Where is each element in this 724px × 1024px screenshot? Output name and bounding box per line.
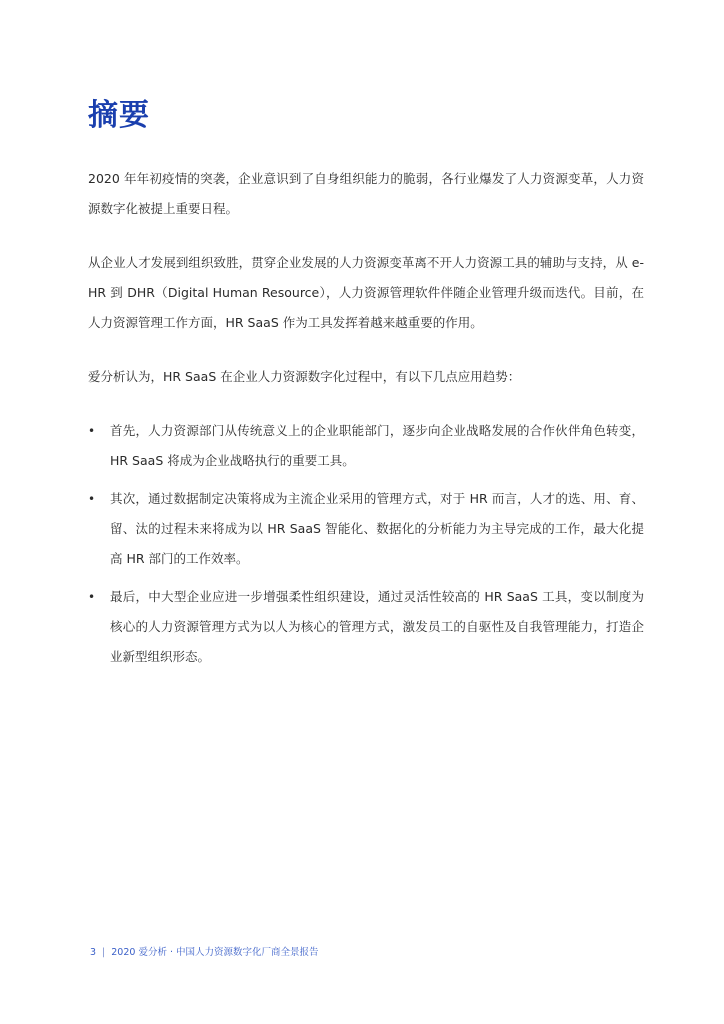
bullet-icon: •	[88, 424, 96, 438]
bullet-icon: •	[88, 590, 96, 604]
paragraph-trends-lead: 爱分析认为，HR SaaS 在企业人力资源数字化过程中，有以下几点应用趋势：	[88, 369, 521, 384]
page-footer	[90, 944, 319, 958]
summary-body	[88, 164, 644, 680]
trend-item-text: 最后，中大型企业应进一步增强柔性组织建设，通过灵活性较高的 HR SaaS 工具，变以制度为核心的人力资源管理方式为以人为核心的管理方式，激发员工的自驱性及自我管理能力，打造企业新型组织形态。	[110, 589, 644, 664]
trend-item-text: 其次，通过数据制定决策将成为主流企业采用的管理方式，对于 HR 而言，人才的选、用、育、留、汰的过程未来将成为以 HR SaaS 智能化、数据化的分析能力为主导完成的工作，最大化提高 HR 部门的工作效率。	[110, 491, 644, 566]
report-title: 2020 爱分析 · 中国人力资源数字化厂商全景报告	[111, 947, 319, 958]
paragraph-intro: 2020 年年初疫情的突袭，企业意识到了自身组织能力的脆弱，各行业爆发了人力资源变革，人力资源数字化被提上重要日程。	[88, 171, 644, 216]
bullet-icon: •	[88, 492, 96, 506]
trend-list	[88, 416, 644, 672]
footer-separator: |	[102, 947, 106, 958]
trend-item	[88, 484, 644, 574]
trend-item-text: 首先，人力资源部门从传统意义上的企业职能部门，逐步向企业战略发展的合作伙伴角色转变，HR SaaS 将成为企业战略执行的重要工具。	[110, 423, 644, 468]
page-title: 摘要	[88, 98, 150, 133]
paragraph-evolution: 从企业人才发展到组织致胜，贯穿企业发展的人力资源变革离不开人力资源工具的辅助与支持，从 e-HR 到 DHR（Digital Human Resource），人力资源管理软件伴随企业管理升级而迭代。目前，在人力资源管理工作方面，HR SaaS 作为工具发挥着越来越重要的作用。	[88, 255, 644, 330]
page-number: 3	[90, 947, 97, 958]
trend-item	[88, 416, 644, 476]
trend-item	[88, 582, 644, 672]
